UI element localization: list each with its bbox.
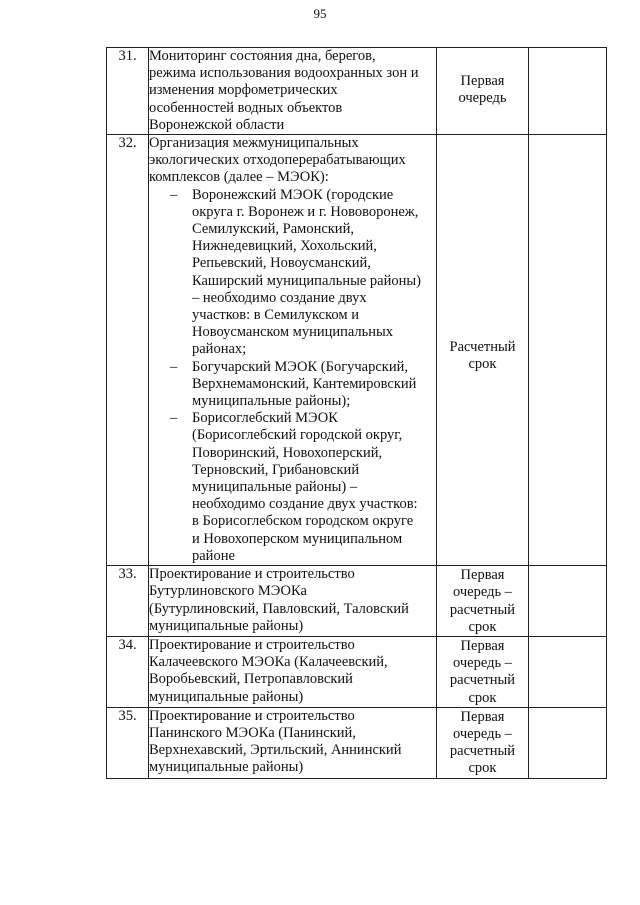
term-line: расчетный [449,601,516,618]
description-line: Проектирование и строительство [149,566,355,583]
list-item-line: округа г. Воронеж и г. Нововоронеж, [192,203,419,220]
description-line: Бутурлиновского МЭОКа [149,583,307,600]
list-item-line: Поворинский, Новохоперский, [192,444,383,461]
description-line: Воробьевский, Петропавловский [149,671,353,688]
term-text [437,48,528,107]
term-line: Первая [460,708,505,725]
description-line: Организация межмуниципальных [149,135,359,152]
list-item-line: Богучарский МЭОК (Богучарский, [192,358,408,375]
table-row [107,636,607,707]
list-item [149,359,436,411]
description-line: Проектирование и строительство [149,707,355,724]
list-item-line: необходимо создание двух участков: [192,496,418,513]
page-number: 95 [313,6,327,21]
row-description [149,707,437,778]
term-line: Расчетный [449,339,516,356]
list-item-line: Верхнемамонский, Кантемировский [192,375,417,392]
term-line: очередь – [453,655,512,672]
list-item-line: (Борисоглебский городской округ, [192,427,403,444]
list-item [149,410,436,565]
list-item-line: участков: в Семилукском и [192,307,359,324]
row-extra-column [529,48,607,135]
table-body [107,48,607,779]
table-row [107,566,607,637]
list-item-line: Нижнедевицкий, Хохольский, [192,238,377,255]
list-item-line: Репьевский, Новоусманский, [192,255,371,272]
description-line: муниципальные районы) [149,688,304,705]
term-line: расчетный [449,743,516,760]
row-extra-column [529,135,607,566]
list-item-line: Семилукский, Рамонский, [192,221,354,238]
list-item-line: Борисоглебский МЭОК [192,410,338,427]
list-item-line: – необходимо создание двух [192,289,367,306]
description-line: экологических отходоперерабатывающих [149,152,406,169]
row-extra-column [529,566,607,637]
dash-bullet: – [170,358,178,375]
row-extra-column [529,636,607,707]
term-text [437,637,528,707]
row-number: 33. [107,566,149,637]
row-extra-column [529,707,607,778]
dash-bullet: – [170,410,178,427]
description-line: Панинского МЭОКа (Панинский, [149,724,356,741]
row-description [149,566,437,637]
description-line: режима использования водоохранных зон и [149,65,419,82]
description-line: изменения морфометрических [149,82,338,99]
description-line: Проектирование и строительство [149,636,355,653]
list-item [149,187,436,359]
row-number: 34. [107,636,149,707]
description-line: Верхнехавский, Эртильский, Аннинский [149,742,402,759]
description-line: Мониторинг состояния дна, берегов, [149,48,376,64]
term-line: Первая [460,73,505,89]
mecok-list [149,187,436,565]
description-line: особенностей водных объектов [149,99,343,116]
term-line: расчетный [449,672,516,689]
term-line: очередь – [453,584,512,601]
dash-bullet: – [170,186,178,203]
list-item-line: районе [192,547,235,564]
row-description [149,135,437,566]
table-row [107,135,607,566]
activities-table [106,47,607,779]
description-line: комплексов (далее – МЭОК): [149,169,329,186]
description-line: Воронежской области [149,116,285,133]
description-line: муниципальные районы) [149,759,304,776]
description-line: Калачеевского МЭОКа (Калачеевский, [149,654,388,671]
table-row [107,48,607,135]
row-term [437,566,529,637]
term-line: срок [468,356,497,373]
list-item-line: районах; [192,341,247,358]
row-term [437,48,529,135]
list-item-line: в Борисоглебском городском округе [192,513,414,530]
list-item-line: Терновский, Грибановский [192,461,360,478]
term-line: срок [468,618,497,635]
list-item-line: муниципальные районы); [192,393,351,410]
term-line: Первая [460,637,505,654]
description-line: (Бутурлиновский, Павловский, Таловский [149,600,409,617]
row-description [149,636,437,707]
list-item-line: Новоусманском муниципальных [192,324,394,341]
term-text [437,135,528,373]
row-term [437,707,529,778]
list-item-line: и Новохоперском муниципальном [192,530,403,547]
term-text [437,708,528,778]
term-line: срок [468,689,497,706]
list-item-line: Каширский муниципальные районы) [192,272,421,289]
description-line: муниципальные районы) [149,617,304,634]
row-number: 32. [107,135,149,566]
list-item-line: муниципальные районы) – [192,479,358,496]
row-description [149,48,437,135]
row-term [437,135,529,566]
term-text [437,566,528,636]
term-line: Первая [460,567,505,584]
table-row [107,707,607,778]
term-line: срок [468,760,497,777]
row-term [437,636,529,707]
row-number: 31. [107,48,149,135]
list-item-line: Воронежский МЭОК (городские [192,186,394,203]
row-number: 35. [107,707,149,778]
term-line: очередь – [453,725,512,742]
term-line: очередь [458,90,507,107]
